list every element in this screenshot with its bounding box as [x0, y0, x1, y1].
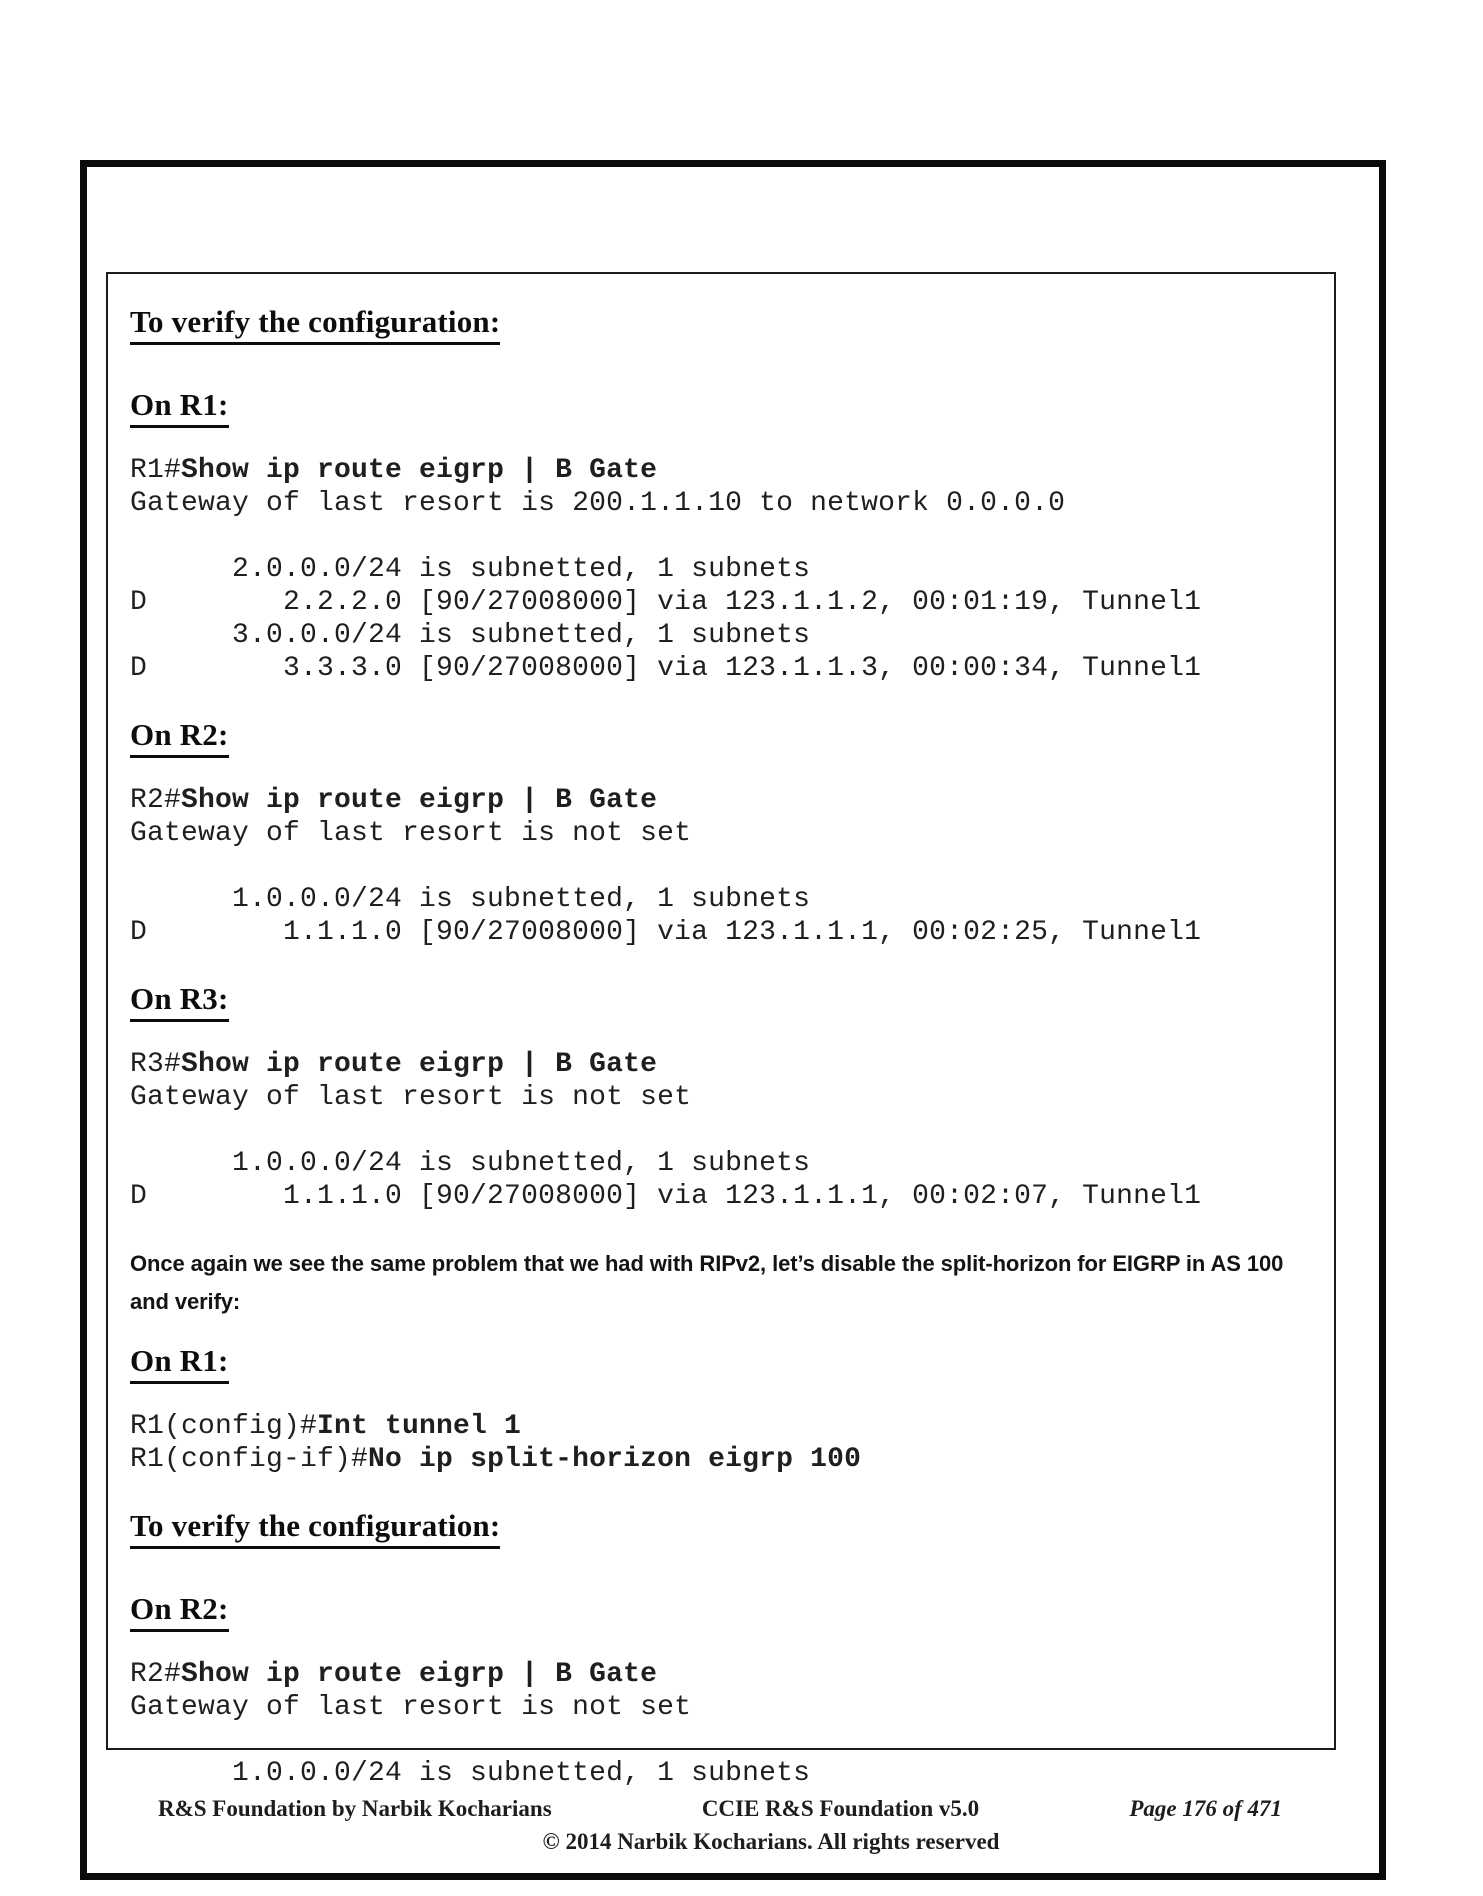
- section-heading-text: On R1:: [130, 1343, 229, 1384]
- section-heading-text: To verify the configuration:: [130, 304, 500, 345]
- section-heading: [130, 1508, 1314, 1549]
- section-heading-text: On R2:: [130, 1591, 229, 1632]
- cli-output-block: [130, 454, 1314, 685]
- footer-copyright: © 2014 Narbik Kocharians. All rights reserved: [542, 1829, 1000, 1854]
- cli-line: Gateway of last resort is not set: [130, 1692, 692, 1723]
- cli-line: 1.0.0.0/24 is subnetted, 1 subnets: [130, 884, 811, 915]
- section-heading-text: To verify the configuration:: [130, 1508, 500, 1549]
- cli-prompt: R1(config)#: [130, 1411, 318, 1442]
- cli-line: 1.0.0.0/24 is subnetted, 1 subnets: [130, 1148, 811, 1179]
- cli-prompt: R3#: [130, 1049, 182, 1080]
- cli-output-block: [130, 1048, 1314, 1213]
- cli-line: D 2.2.2.0 [90/27008000] via 123.1.1.2, 00:01:19, Tunnel1: [130, 587, 1202, 618]
- cli-line: Gateway of last resort is not set: [130, 1082, 692, 1113]
- section-heading: [130, 717, 1314, 758]
- section-heading-text: On R3:: [130, 981, 229, 1022]
- cli-line: D 3.3.3.0 [90/27008000] via 123.1.1.3, 00:00:34, Tunnel1: [130, 653, 1202, 684]
- cli-output-block: [130, 784, 1314, 949]
- section-heading: [130, 1591, 1314, 1632]
- footer-page-number: Page 176 of 471: [1129, 1796, 1282, 1821]
- cli-prompt: R2#: [130, 1659, 182, 1690]
- note-paragraph: Once again we see the same problem that we had with RIPv2, let’s disable the split-horizon for EIGRP in AS 100 and verify:: [130, 1251, 1284, 1314]
- section-heading: [130, 981, 1314, 1022]
- cli-line: [130, 784, 1314, 817]
- cli-prompt: R2#: [130, 785, 182, 816]
- cli-command: Int tunnel 1: [317, 1411, 522, 1442]
- cli-line: 1.0.0.0/24 is subnetted, 1 subnets: [130, 1758, 811, 1789]
- cli-command: Show ip route eigrp | B Gate: [181, 785, 658, 816]
- cli-command: No ip split-horizon eigrp 100: [368, 1444, 862, 1475]
- cli-line: Gateway of last resort is 200.1.1.10 to network 0.0.0.0: [130, 488, 1066, 519]
- section-heading: [130, 387, 1314, 428]
- footer-course-title: CCIE R&S Foundation v5.0: [701, 1796, 980, 1821]
- cli-line: D 1.1.1.0 [90/27008000] via 123.1.1.1, 00:02:07, Tunnel1: [130, 1181, 1202, 1212]
- content-box: [106, 272, 1336, 1789]
- cli-line: 2.0.0.0/24 is subnetted, 1 subnets: [130, 554, 811, 585]
- cli-line: 3.0.0.0/24 is subnetted, 1 subnets: [130, 620, 811, 651]
- cli-line: [130, 520, 1314, 553]
- cli-prompt: R1(config-if)#: [130, 1444, 369, 1475]
- section-heading-text: On R2:: [130, 717, 229, 758]
- cli-output-block: [130, 1410, 1314, 1476]
- cli-command: Show ip route eigrp | B Gate: [181, 1049, 658, 1080]
- cli-prompt: R1#: [130, 455, 182, 486]
- section-heading: [130, 304, 1314, 345]
- cli-line: Gateway of last resort is not set: [130, 818, 692, 849]
- cli-line: [130, 454, 1314, 487]
- footer-row: [80, 1796, 1386, 1822]
- section-heading-text: On R1:: [130, 387, 229, 428]
- cli-line: [130, 1443, 1314, 1476]
- content-sections: [130, 304, 1314, 1790]
- cli-line: [130, 1410, 1314, 1443]
- cli-line: [130, 1658, 1314, 1691]
- cli-output-block: [130, 1658, 1314, 1790]
- cli-line: D 1.1.1.0 [90/27008000] via 123.1.1.1, 00:02:25, Tunnel1: [130, 917, 1202, 948]
- cli-line: [130, 1114, 1314, 1147]
- page-footer: [80, 1796, 1386, 1855]
- cli-command: Show ip route eigrp | B Gate: [181, 455, 658, 486]
- section-heading: [130, 1343, 1314, 1384]
- cli-line: [130, 850, 1314, 883]
- footer-book-title: R&S Foundation by Narbik Kocharians: [158, 1796, 552, 1821]
- cli-command: Show ip route eigrp | B Gate: [181, 1659, 658, 1690]
- cli-line: [130, 1724, 1314, 1757]
- cli-line: [130, 1048, 1314, 1081]
